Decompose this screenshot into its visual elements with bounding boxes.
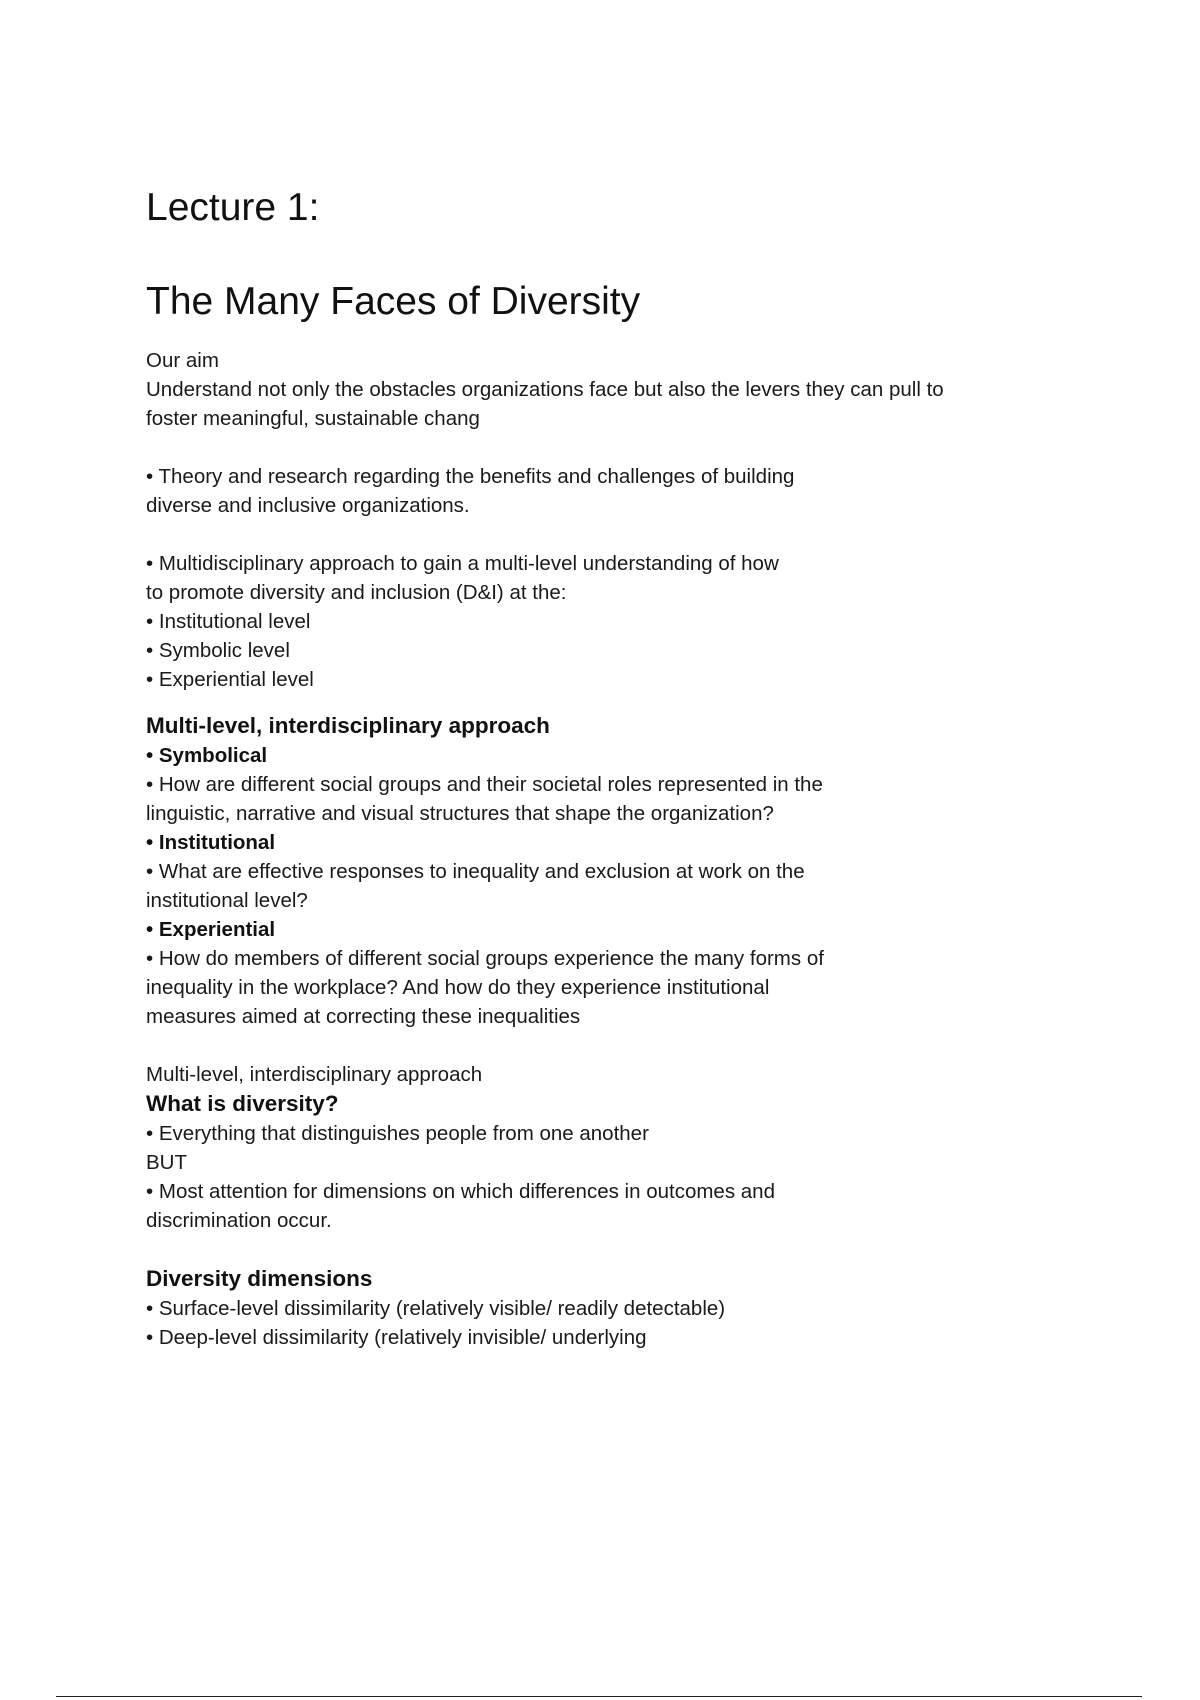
spacer bbox=[146, 433, 1046, 462]
symbolical-label: • Symbolical bbox=[146, 744, 268, 767]
institutional-text-line: institutional level? bbox=[146, 889, 308, 912]
aim-section bbox=[146, 346, 1046, 433]
spacer bbox=[146, 520, 1046, 549]
level-item-symbolic: • Symbolic level bbox=[146, 639, 290, 662]
level-item-experiential: • Experiential level bbox=[146, 668, 314, 691]
spacer bbox=[146, 1235, 1046, 1264]
multidisciplinary-bullet bbox=[146, 549, 1046, 694]
dimension-item-surface: • Surface-level dissimilarity (relatively visible/ readily detectable) bbox=[146, 1297, 726, 1320]
dimensions-section bbox=[146, 1264, 1046, 1352]
diversity-text-line: discrimination occur. bbox=[146, 1209, 332, 1232]
diversity-heading: What is diversity? bbox=[146, 1091, 339, 1116]
dimension-item-deep: • Deep-level dissimilarity (relatively invisible/ underlying bbox=[146, 1326, 647, 1349]
experiential-text-line: measures aimed at correcting these inequalities bbox=[146, 1005, 581, 1028]
aim-text-line: Understand not only the obstacles organizations face but also the levers they can pull to bbox=[146, 378, 944, 401]
theory-bullet bbox=[146, 462, 1046, 520]
spacer bbox=[146, 1031, 1046, 1060]
document-title: The Many Faces of Diversity bbox=[146, 280, 641, 323]
diversity-text-line: • Most attention for dimensions on which differences in outcomes and bbox=[146, 1180, 775, 1203]
aim-label: Our aim bbox=[146, 349, 219, 372]
document-body bbox=[146, 346, 1046, 1352]
bullet-line: • Multidisciplinary approach to gain a multi-level understanding of how bbox=[146, 552, 779, 575]
dimensions-heading: Diversity dimensions bbox=[146, 1266, 373, 1291]
diversity-text-line: BUT bbox=[146, 1151, 187, 1174]
diversity-section bbox=[146, 1060, 1046, 1235]
diversity-subheading: Multi-level, interdisciplinary approach bbox=[146, 1063, 483, 1086]
approach-heading: Multi-level, interdisciplinary approach bbox=[146, 713, 550, 738]
symbolical-text-line: • How are different social groups and their societal roles represented in the bbox=[146, 773, 823, 796]
approach-section bbox=[146, 711, 1046, 1031]
diversity-text-line: • Everything that distinguishes people from one another bbox=[146, 1122, 649, 1145]
experiential-text-line: inequality in the workplace? And how do they experience institutional bbox=[146, 976, 770, 999]
lecture-number: Lecture 1: bbox=[146, 186, 320, 229]
institutional-text-line: • What are effective responses to inequality and exclusion at work on the bbox=[146, 860, 805, 883]
spacer bbox=[146, 694, 1046, 711]
bullet-line: to promote diversity and inclusion (D&I) at the: bbox=[146, 581, 567, 604]
symbolical-text-line: linguistic, narrative and visual structures that shape the organization? bbox=[146, 802, 774, 825]
aim-text-line: foster meaningful, sustainable chang bbox=[146, 407, 480, 430]
footer-divider bbox=[56, 1696, 1142, 1697]
level-item-institutional: • Institutional level bbox=[146, 610, 311, 633]
bullet-line: • Theory and research regarding the benefits and challenges of building bbox=[146, 465, 795, 488]
experiential-text-line: • How do members of different social groups experience the many forms of bbox=[146, 947, 824, 970]
institutional-label: • Institutional bbox=[146, 831, 276, 854]
experiential-label: • Experiential bbox=[146, 918, 276, 941]
bullet-line: diverse and inclusive organizations. bbox=[146, 494, 470, 517]
